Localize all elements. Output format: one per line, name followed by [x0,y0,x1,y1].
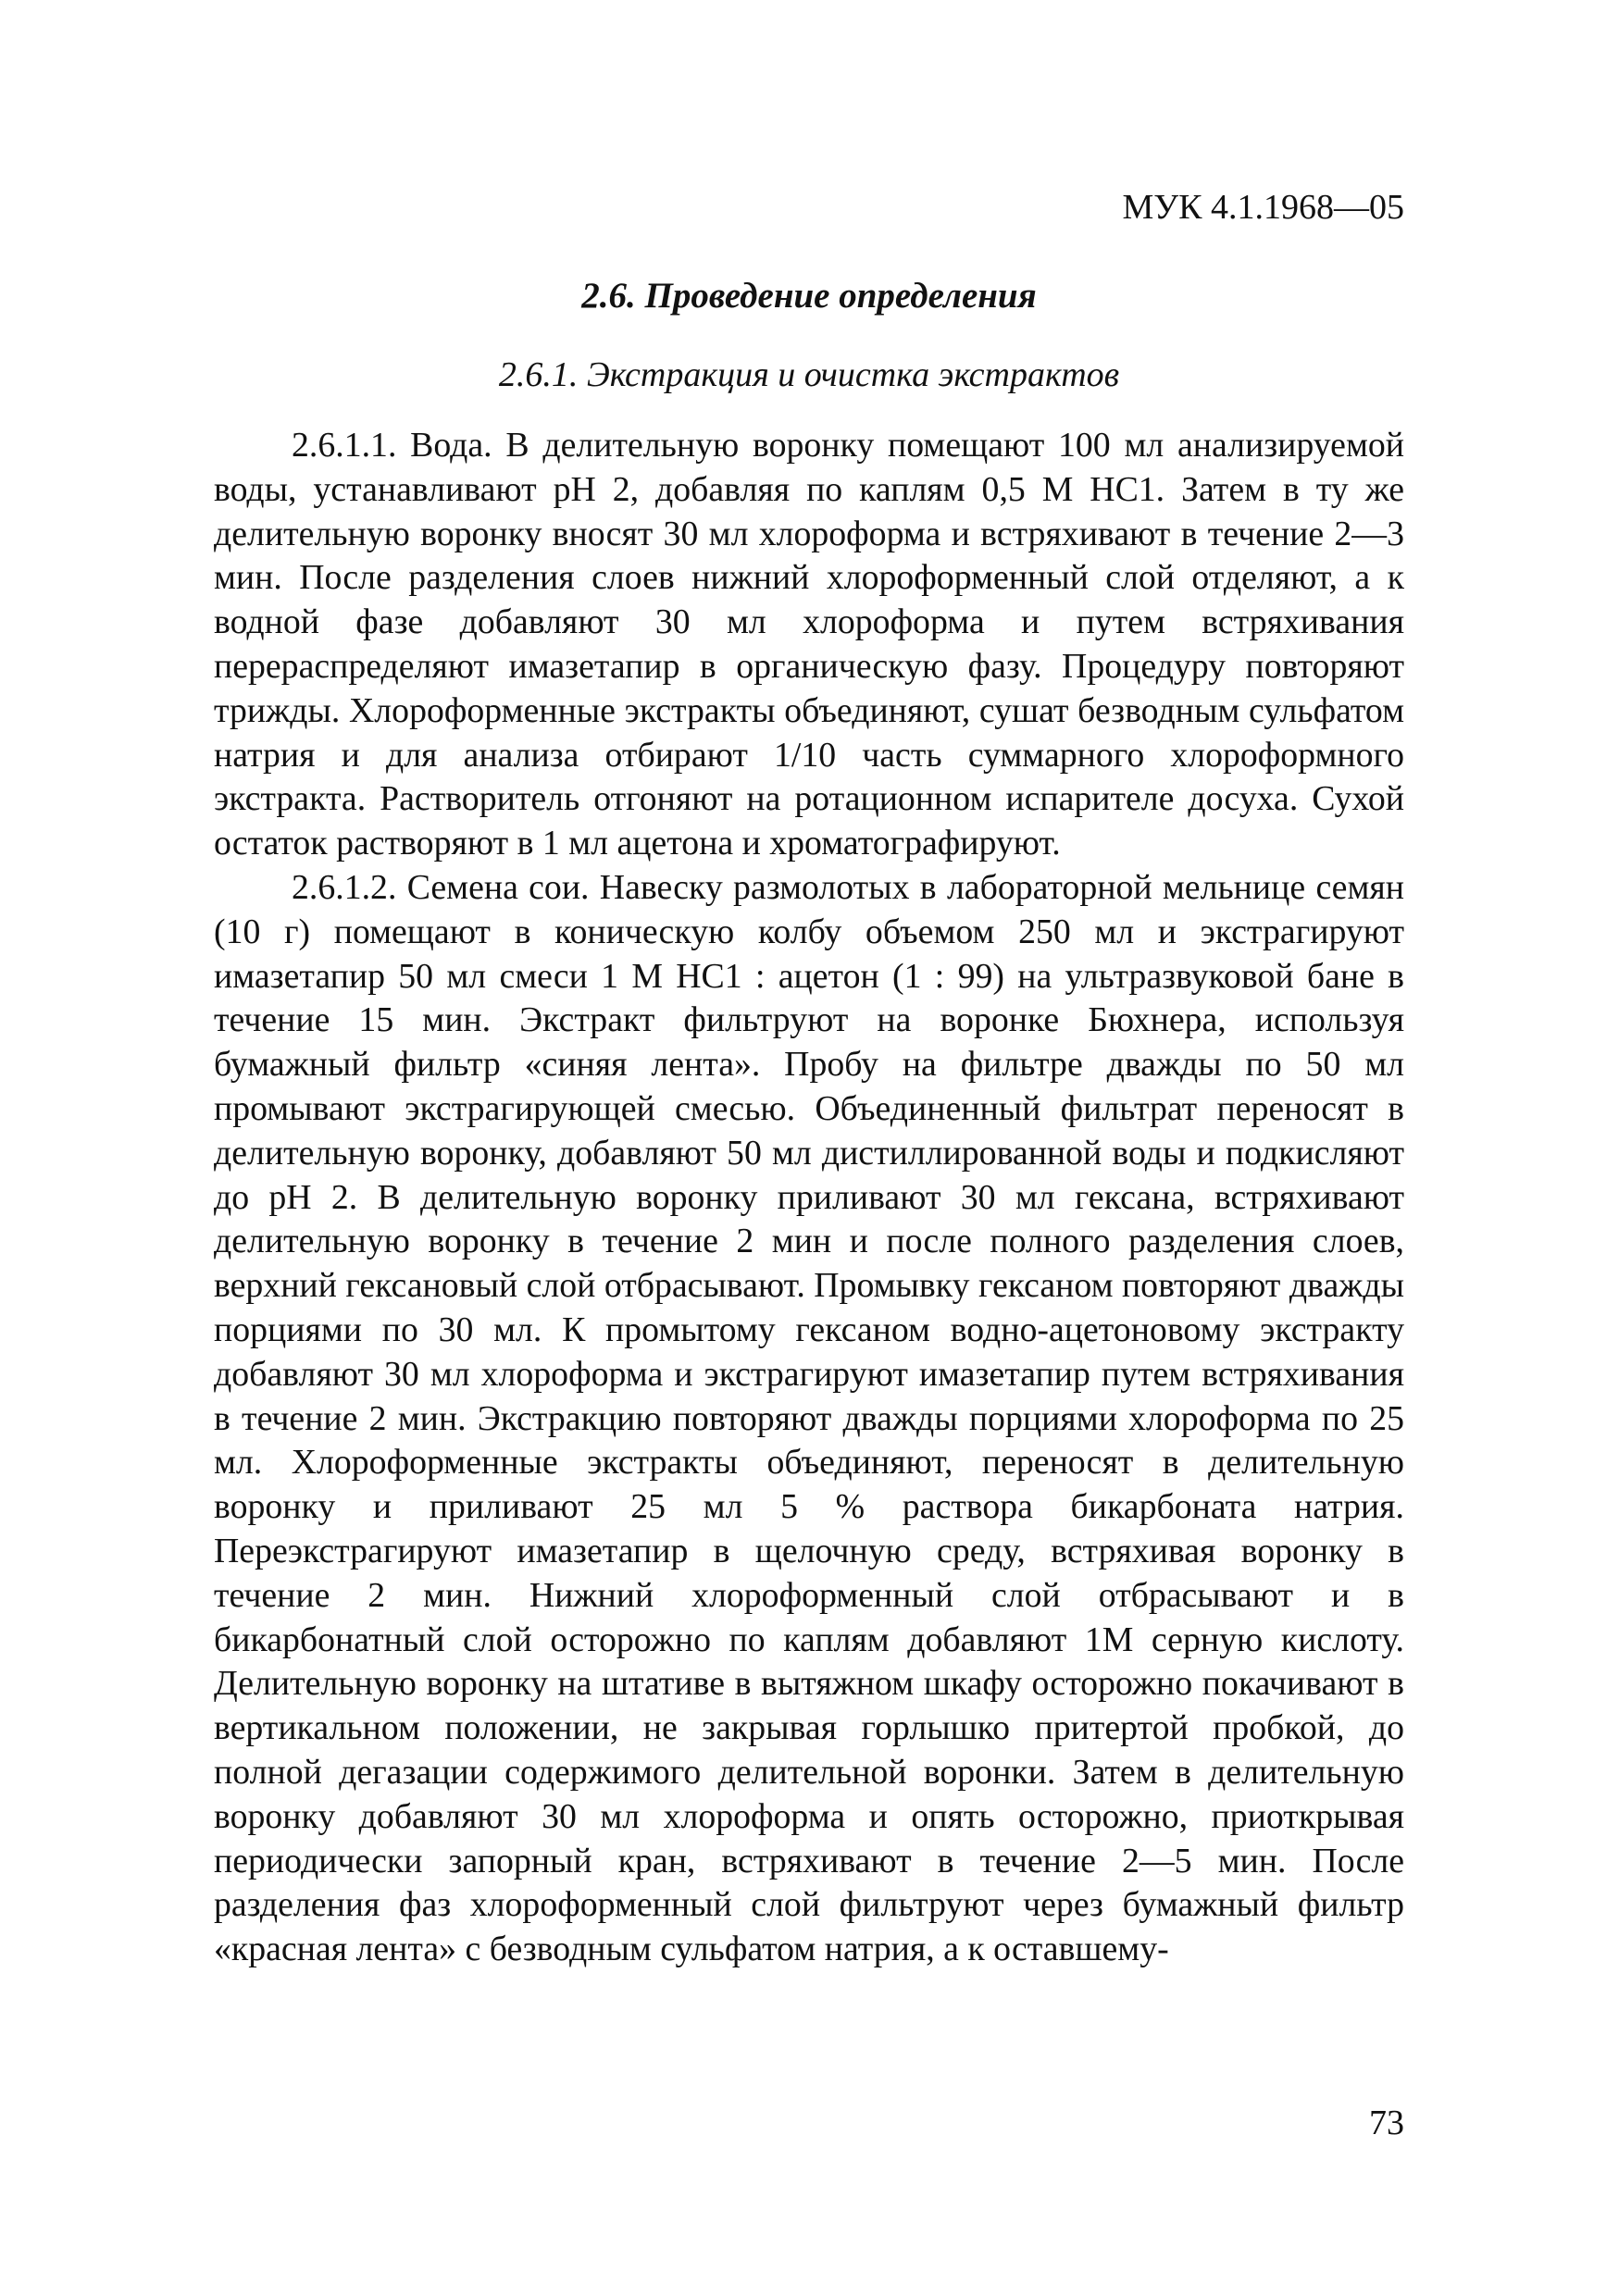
subsection-title: 2.6.1. Экстракция и очистка экстрактов [498,355,1120,394]
page-number: 73 [1369,2104,1404,2142]
section-title: 2.6. Проведение определения [581,276,1037,316]
paragraph-soybean-extraction: 2.6.1.2. Семена сои. Навеску размолотых в лабораторной мельнице семян (10 г) помещают в коническую колбу объемом 250 мл и экстрагируют имазетапир 50 мл смеси 1 М НС1 : ацетон (1 : 99) на ультразвуковой бане в течение 15 мин. Экстракт фильтруют на воронке Бюхнера, используя бумажный фильтр «синяя лента». Пробу на фильтре дважды по 50 мл промывают экстрагирующей смесью. Объединенный фильтрат переносят в делительную воронку, добавляют 50 мл дистиллированной воды и подкисляют до pH 2. В делительную воронку приливают 30 мл гексана, встряхивают делительную воронку в течение 2 мин и после полного разделения слоев, верхний гексановый слой отбрасывают. Промывку гексаном повторяют дважды порциями по 30 мл. К промытому гексаном водно-ацетоновому экстракту добавляют 30 мл хлороформа и экстрагируют имазетапир путем встряхивания в течение 2 мин. Экстракцию повторяют дважды порциями хлороформа по 25 мл. Хлороформенные экстракты объединяют, переносят в делительную воронку и приливают 25 мл 5 % раствора бикарбоната натрия. Переэкстрагируют имазетапир в щелочную среду, встряхивая воронку в течение 2 мин. Нижний хлороформенный слой отбрасывают и в бикарбонатный слой осторожно по каплям добавляют 1М серную кислоту. Делительную воронку на штативе в вытяжном шкафу осторожно покачивают в вертикальном положении, не закрывая горлышко притертой пробкой, до полной дегазации содержимого делительной воронки. Затем в делительную воронку добавляют 30 мл хлороформа и опять осторожно, приоткрывая периодически запорный кран, встряхивают в течение 2—5 мин. После разделения фаз хлороформенный слой фильтруют через бумажный фильтр «красная лента» с безводным сульфатом натрия, а к оставшему- [214,867,1404,1969]
body-text [214,424,1404,1972]
document-code-header: МУК 4.1.1968—05 [1122,188,1404,227]
paragraph-water-extraction: 2.6.1.1. Вода. В делительную воронку помещают 100 мл анализируемой воды, устанавливают pH 2, добавляя по каплям 0,5 М НС1. Затем в ту же делительную воронку вносят 30 мл хлороформа и встряхивают в течение 2—3 мин. После разделения слоев нижний хлороформенный слой отделяют, а к водной фазе добавляют 30 мл хлороформа и путем встряхивания перераспределяют имазетапир в органическую фазу. Процедуру повторяют трижды. Хлороформенные экстракты объединяют, сушат безводным сульфатом натрия и для анализа отбирают 1/10 часть суммарного хлороформного экстракта. Растворитель отгоняют на ротационном испарителе досуха. Сухой остаток растворяют в 1 мл ацетона и хроматографируют. [214,426,1404,863]
